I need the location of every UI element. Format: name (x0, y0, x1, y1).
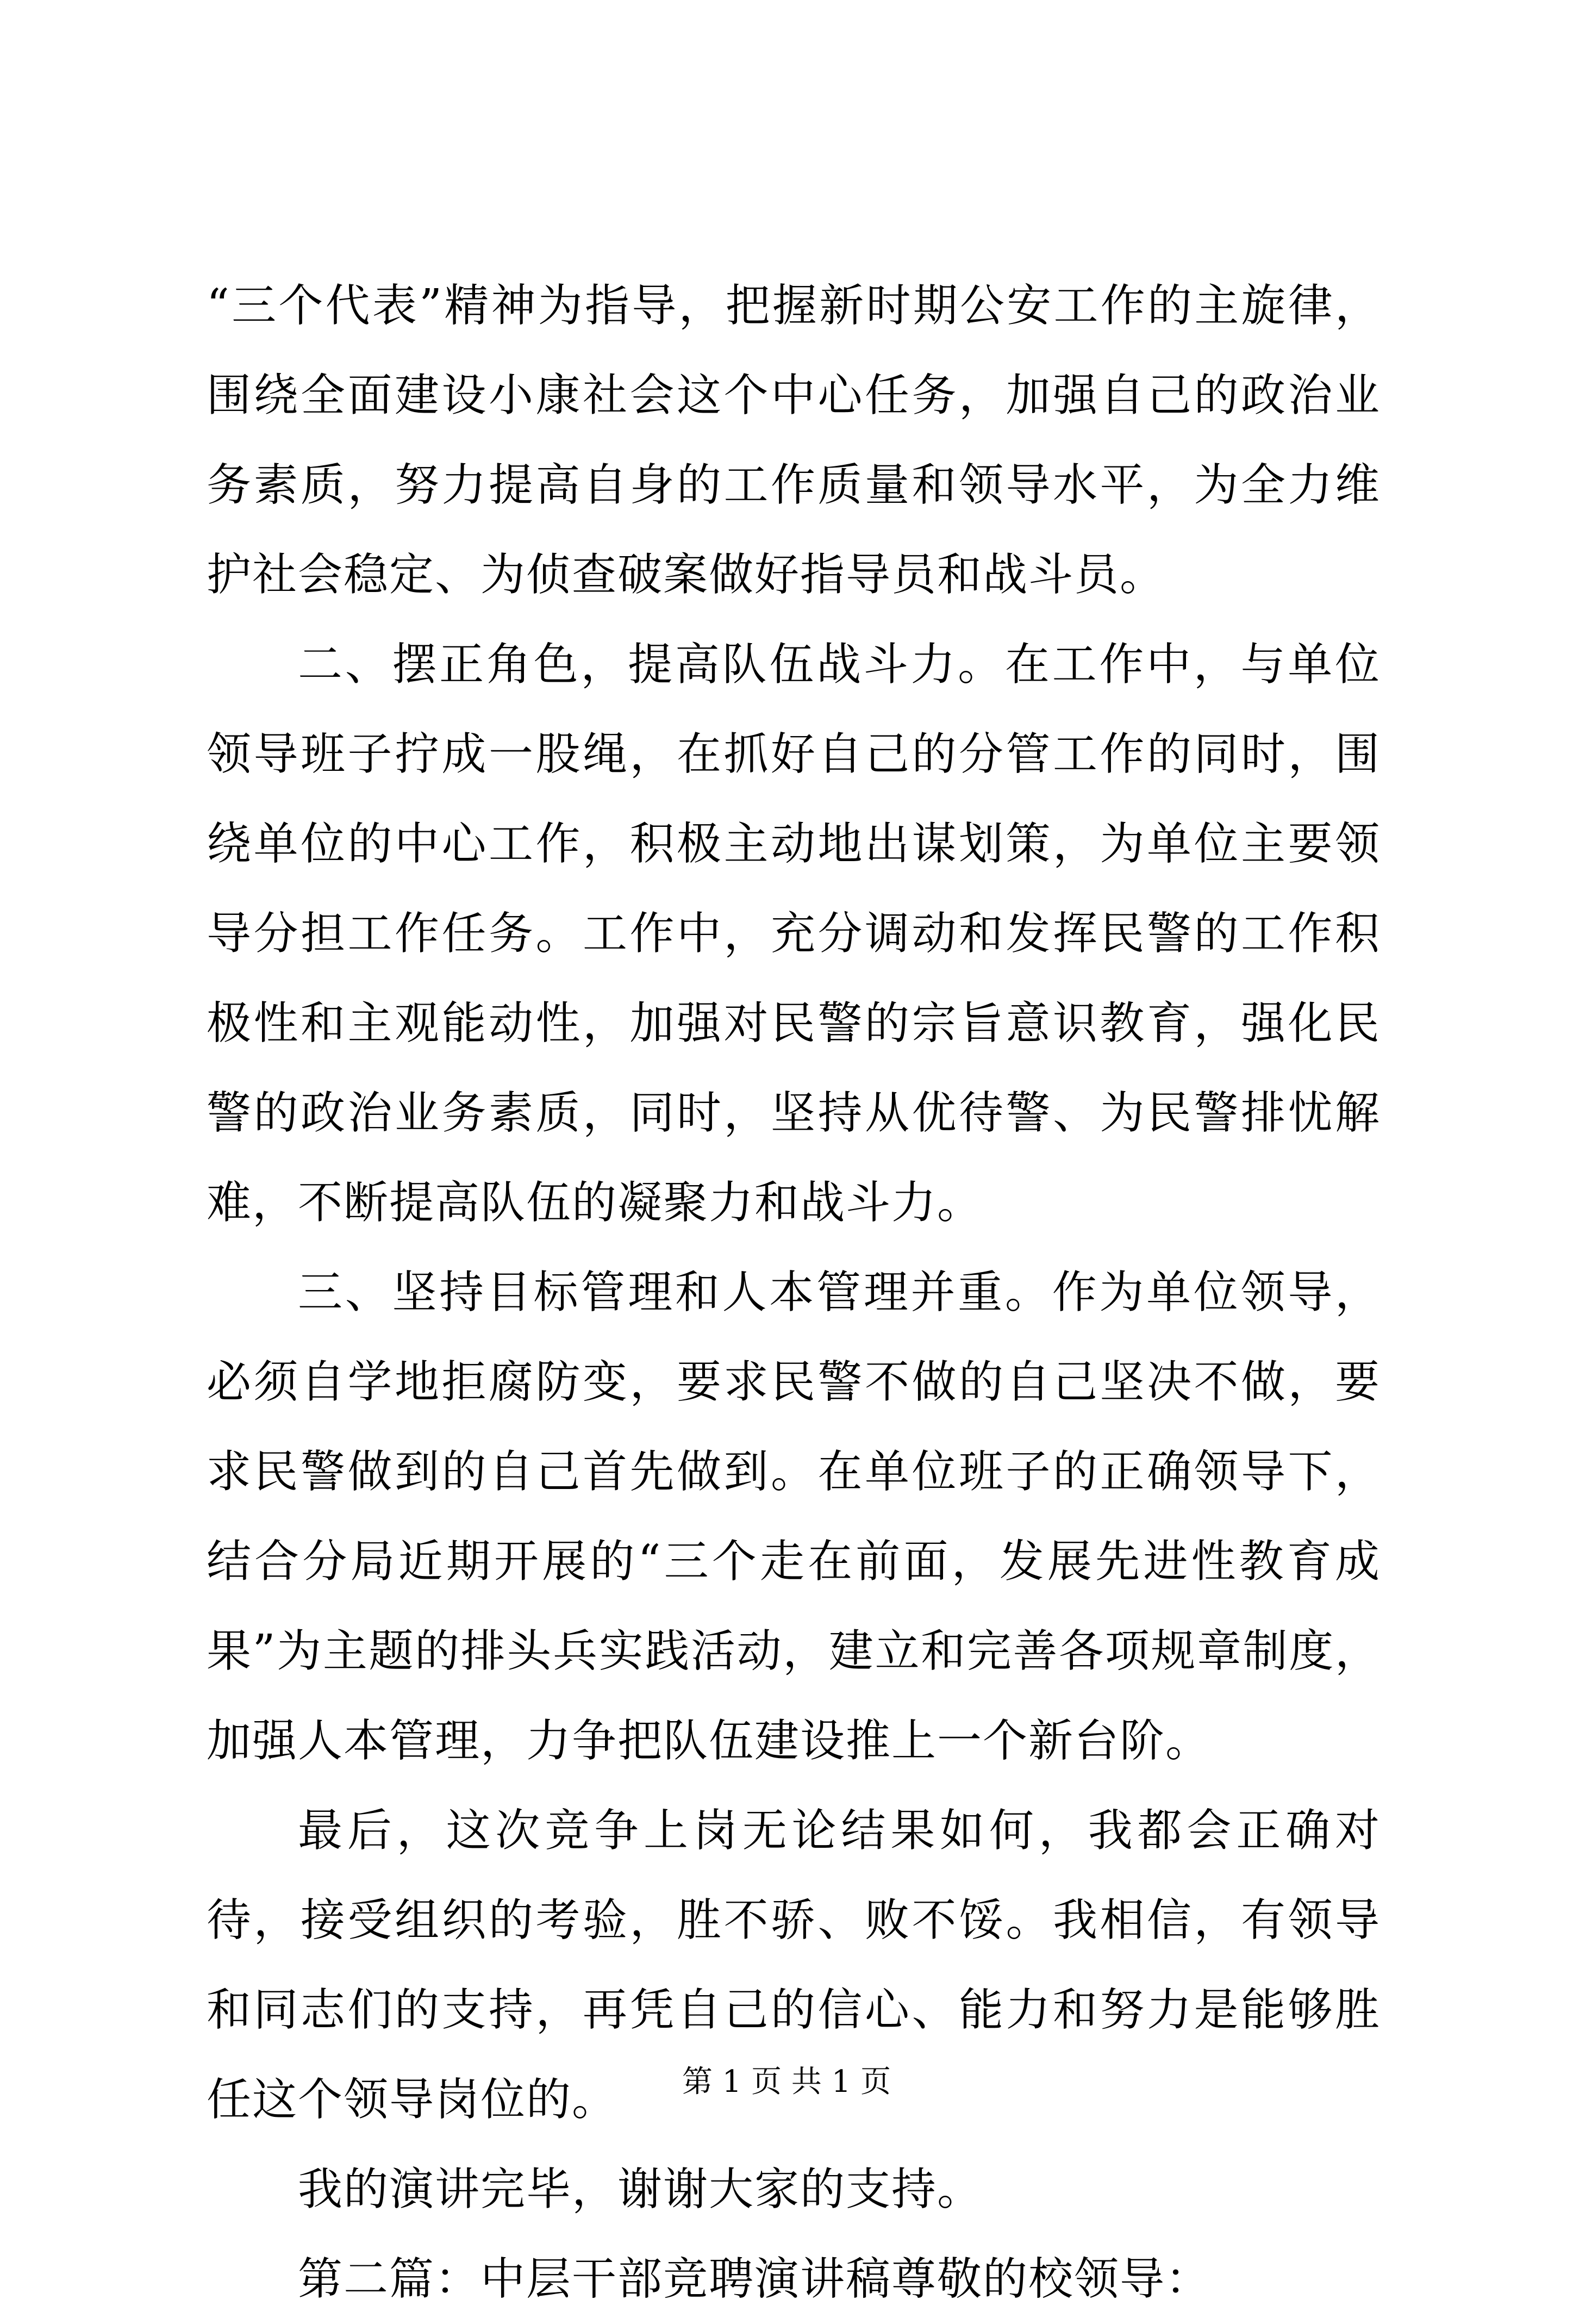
paragraph-4: 最后，这次竞争上岗无论结果如何，我都会正确对待，接受组织的考验，胜不骄、败不馁。我相信，有领导和同志们的支持，再凭自己的信心、能力和努力是能够胜任这个领导岗位的。 (207, 1805, 1381, 2126)
paragraph-2: 二、摆正角色，提高队伍战斗力。在工作中，与单位领导班子拧成一股绳，在抓好自己的分管工作的同时，围绕单位的中心工作，积极主动地出谋划策，为单位主要领导分担工作任务。工作中，充分调动和发挥民警的工作积极性和主观能动性，加强对民警的宗旨意识教育，强化民警的政治业务素质，同时，坚持从优待警、为民警排忧解难，不断提高队伍的凝聚力和战斗力。 (207, 639, 1381, 1229)
paragraph-6: 第二篇：中层干部竞聘演讲稿尊敬的校领导： (298, 2253, 1212, 2305)
paragraph-1: “三个代表”精神为指导，把握新时期公安工作的主旋律，围绕全面建设小康社会这个中心任务，加强自己的政治业务素质，努力提高自身的工作质量和领导水平，为全力维护社会稳定、为侦查破案做好指导员和战斗员。 (207, 280, 1381, 601)
paragraph-3: 三、坚持目标管理和人本管理并重。作为单位领导，必须自学地拒腐防变，要求民警不做的自己坚决不做，要求民警做到的自己首先做到。在单位班子的正确领导下，结合分局近期开展的“三个走在前面，发展先进性教育成果”为主题的排头兵实践活动，建立和完善各项规章制度，加强人本管理，力争把队伍建设推上一个新台阶。 (207, 1267, 1381, 1767)
page-footer: 第 1 页 共 1 页 (682, 2064, 891, 2099)
document-body (207, 261, 1381, 2324)
paragraph-5: 我的演讲完毕，谢谢大家的支持。 (298, 2164, 983, 2215)
